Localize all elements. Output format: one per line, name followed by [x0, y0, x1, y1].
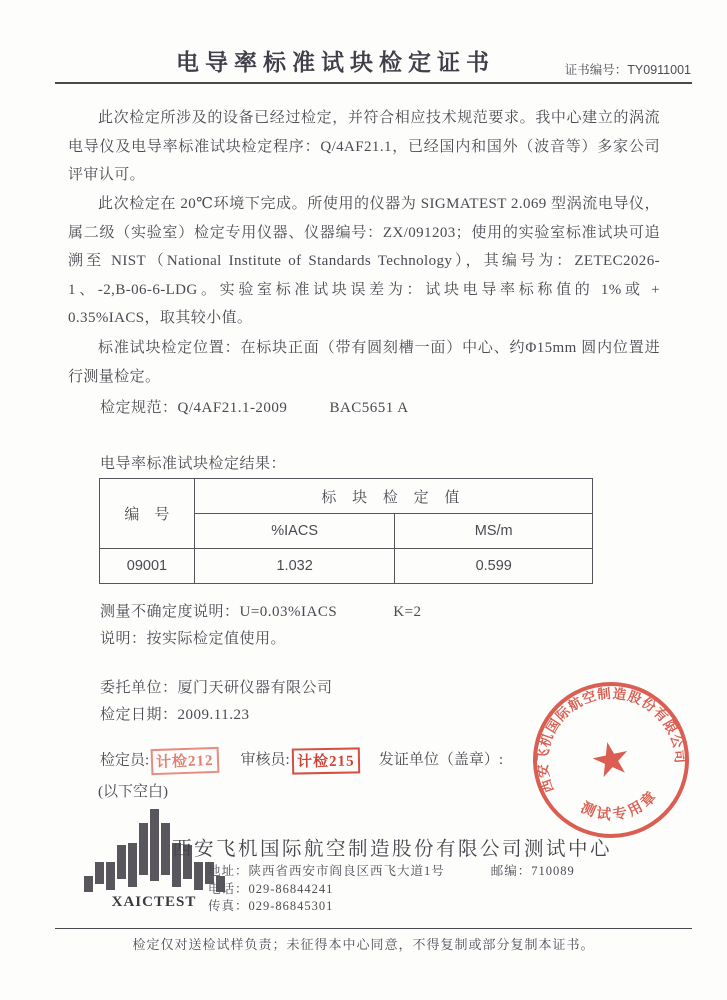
column-header-msm: MS/m	[395, 514, 593, 549]
cell-iacs-value: 1.032	[194, 549, 395, 584]
address-value: 陕西省西安市阎良区西飞大道1号	[248, 864, 445, 878]
org-address-line	[208, 861, 575, 879]
logo-text: XAICTEST	[111, 894, 197, 910]
org-name: 西安飞机国际航空制造股份有限公司测试中心	[172, 839, 613, 860]
fax-label: 传真：	[208, 899, 249, 913]
usage-note-line	[100, 627, 286, 648]
uncertainty-line	[100, 600, 422, 621]
column-header-id: 编 号	[100, 479, 195, 549]
verification-spec-line	[100, 396, 409, 417]
cell-block-id: 09001	[100, 549, 195, 584]
org-logo	[80, 806, 228, 918]
fax-value: 029-86845301	[248, 899, 334, 913]
footer-disclaimer: 检定仅对送检试样负责；未征得本中心同意，不得复制或部分复制本证书。	[132, 937, 595, 952]
seal-ring-text: 西安飞机国际航空制造股份有限公司	[535, 685, 688, 795]
paragraph-instrument-traceability: 此次检定在 20℃环境下完成。所使用的仪器为 SIGMATEST 2.069 型涡流电导仪，属二级（实验室）检定专用仪器、仪器编号：ZX/091203；使用的实验室标准试块可追溯至 NIST（National Institute of Standards Technology），其编号为：ZETEC2026-1、-2,B-06-6-LDG。实验室标准试块误差为：试块电导率标称值的 1%或 + 0.35%IACS，取其较小值。	[68, 196, 660, 326]
postcode-value: 710089	[531, 864, 575, 878]
blank-below-note: (以下空白)	[98, 784, 168, 800]
verifier-label: 检定员:	[100, 752, 150, 769]
reviewer-label: 审核员:	[240, 752, 290, 769]
reviewer-stamp: 计检215	[291, 747, 359, 774]
page-title: 电导率标准试块检定证书	[176, 50, 495, 75]
table-row	[100, 479, 593, 514]
postcode-label: 邮编：	[490, 864, 532, 878]
footer-divider	[55, 928, 692, 929]
uncertainty-u-value: U=0.03%IACS	[239, 604, 338, 620]
address-label: 地址：	[208, 864, 249, 878]
results-section-label: 电导率标准试块检定结果：	[100, 456, 287, 472]
phone-value: 029-86844241	[248, 882, 334, 896]
spec-value-1: Q/4AF21.1-2009	[177, 400, 288, 416]
star-icon: ★	[585, 730, 637, 789]
client-name: 厦门天研仪器有限公司	[177, 680, 333, 696]
verifier-stamp: 计检212	[151, 747, 219, 775]
results-table	[99, 478, 593, 584]
paragraph-equipment-approval: 此次检定所涉及的设备已经过检定，并符合相应技术规范要求。我中心建立的涡流电导仪及电导率标准试块检定程序：Q/4AF21.1，已经国内和国外（波音等）多家公司评审认可。	[68, 110, 660, 183]
certificate-number	[565, 60, 691, 78]
verification-date-line	[100, 703, 249, 724]
certificate-number-value: TY0911001	[627, 63, 691, 77]
phone-label: 电话：	[208, 882, 249, 896]
certificate-number-label: 证书编号：	[564, 63, 628, 77]
org-phone-line	[208, 879, 333, 897]
cell-msm-value: 0.599	[395, 549, 593, 584]
date-label: 检定日期：	[100, 707, 178, 723]
uncertainty-label: 测量不确定度说明：	[100, 604, 240, 620]
column-header-iacs: %IACS	[194, 514, 395, 549]
company-seal	[511, 660, 710, 859]
client-label: 委托单位：	[100, 680, 178, 696]
issuer-label: 发证单位（盖章）:	[378, 752, 504, 769]
note-label: 说明：	[100, 631, 147, 647]
org-fax-line	[208, 896, 333, 914]
column-group-header: 标 块 检 定 值	[194, 479, 592, 514]
seal-bottom-text: 测试专用章	[578, 787, 662, 824]
client-line	[100, 676, 333, 697]
spec-value-2: BAC5651 A	[329, 400, 409, 416]
date-value: 2009.11.23	[177, 707, 250, 723]
note-text: 按实际检定值使用。	[146, 631, 287, 647]
header-divider	[55, 82, 692, 84]
signoff-row	[100, 748, 560, 774]
table-row	[100, 549, 593, 584]
paragraph-measurement-position: 标准试块检定位置：在标块正面（带有圆刻槽一面）中心、约Φ15mm 圆内位置进行测量检定。	[68, 340, 660, 385]
spec-label: 检定规范：	[100, 400, 178, 416]
uncertainty-k-value: K=2	[393, 604, 422, 620]
